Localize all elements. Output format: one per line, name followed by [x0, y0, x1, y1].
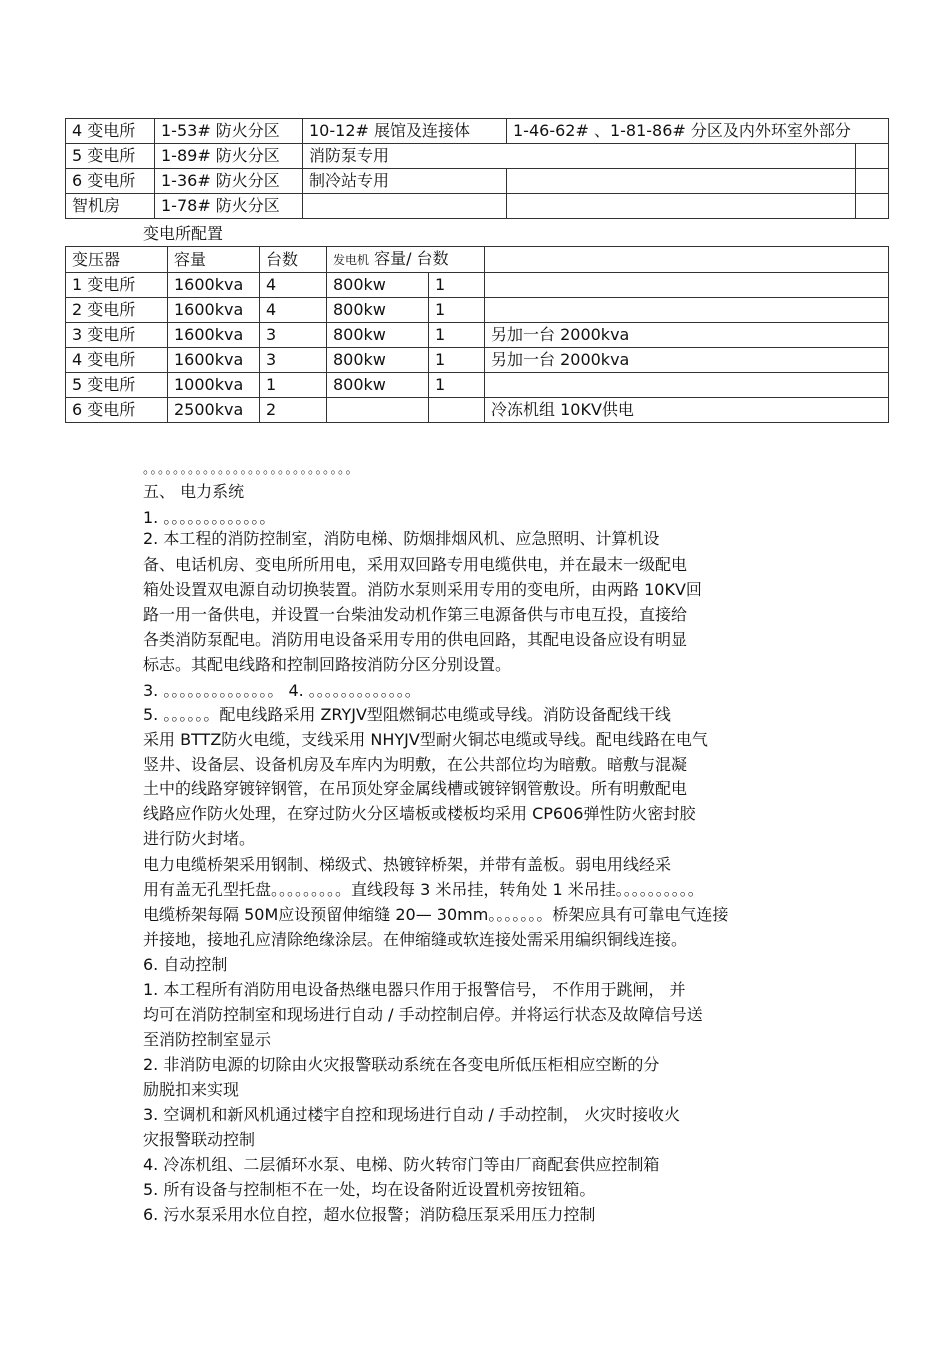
- table-cell: 1-78# 防火分区: [155, 194, 303, 219]
- table-cell: 1-46-62# 、1-81-86# 分区及内外环室外部分: [507, 119, 889, 144]
- table-row: [66, 273, 889, 298]
- body-text-line: 竖井、设备层、设备机房及车库内为明敷，在公共部位均为暗敷。暗敷与混凝: [143, 755, 688, 774]
- table-cell: 800kw: [327, 298, 429, 323]
- table-row: [66, 398, 889, 423]
- table-cell: 1000kva: [168, 373, 260, 398]
- table-cell: 10-12# 展馆及连接体: [303, 119, 507, 144]
- body-text-line: 电缆桥架每隔 50M应设预留伸缩缝 20— 30mm。。。。。。。桥架应具有可靠电气连接: [143, 905, 729, 924]
- table-cell: 800kw: [327, 273, 429, 298]
- table-row: [66, 119, 889, 144]
- table-cell: [485, 298, 889, 323]
- table-cell: 2 变电所: [66, 298, 168, 323]
- table-cell: [485, 273, 889, 298]
- body-text-line: 4. 冷冻机组、二层循环水泵、电梯、防火转帘门等由厂商配套供应控制箱: [143, 1155, 660, 1174]
- body-text-line: 6. 污水泵采用水位自控，超水位报警；消防稳压泵采用压力控制: [143, 1205, 596, 1224]
- body-text-line: 2. 本工程的消防控制室，消防电梯、防烟排烟风机、应急照明、计算机设: [143, 529, 660, 548]
- table-cell: [507, 194, 856, 219]
- table-cell: 1: [429, 373, 485, 398]
- table-cell: 6 变电所: [66, 169, 155, 194]
- table-cell: 消防泵专用: [303, 144, 856, 169]
- table-row: [66, 323, 889, 348]
- table-header-cell: [485, 247, 889, 273]
- table-cell: 1-89# 防火分区: [155, 144, 303, 169]
- table-cell: 冷冻机组 10KV供电: [485, 398, 889, 423]
- body-text-line: 5. 所有设备与控制柜不在一处，均在设备附近设置机旁按钮箱。: [143, 1180, 596, 1199]
- table-row: [66, 348, 889, 373]
- body-text-line: 各类消防泵配电。消防用电设备采用专用的供电回路，其配电设备应设有明显: [143, 630, 688, 649]
- body-text-line: 灾报警联动控制: [143, 1130, 256, 1149]
- body-text-line: 电力电缆桥架采用钢制、梯级式、热镀锌桥架，并带有盖板。弱电用线经采: [143, 855, 672, 874]
- body-text-line: 箱处设置双电源自动切换装置。消防水泵则采用专用的变电所，由两路 10KV回: [143, 580, 702, 599]
- table-cell: 5 变电所: [66, 373, 168, 398]
- substation-config-table: [65, 246, 889, 423]
- table-cell: 1-36# 防火分区: [155, 169, 303, 194]
- table-cell: 6 变电所: [66, 398, 168, 423]
- table-cell: 4 变电所: [66, 119, 155, 144]
- table-header-cell: 变压器: [66, 247, 168, 273]
- body-text-line: 5. 。。。。。。配电线路采用 ZRYJV型阻燃铜芯电缆或导线。消防设备配线干线: [143, 705, 671, 724]
- table-cell: 制冷站专用: [303, 169, 507, 194]
- table-row: [66, 144, 889, 169]
- body-text-line: 线路应作防火处理，在穿过防火分区墙板或楼板均采用 CP606弹性防火密封胶: [143, 804, 696, 823]
- table-row: [66, 194, 889, 219]
- table-row: [66, 169, 889, 194]
- table-cell: 1600kva: [168, 348, 260, 373]
- body-text-line: 1. 本工程所有消防用电设备热继电器只作用于报警信号， 不作用于跳闸， 并: [143, 980, 686, 999]
- body-text-line: 备、电话机房、变电所所用电，采用双回路专用电缆供电，并在最末一级配电: [143, 555, 688, 574]
- table-cell: 1: [429, 298, 485, 323]
- table-cell: 800kw: [327, 323, 429, 348]
- dot-leader-line: 。。。。。。。。。。。。。。。。。。。。。。。。。。。。: [143, 462, 360, 477]
- table-cell: 4: [260, 298, 327, 323]
- table-cell: 3: [260, 348, 327, 373]
- table-header-cell: [327, 247, 485, 273]
- table-cell: 1600kva: [168, 273, 260, 298]
- body-text-line: 采用 BTTZ防火电缆，支线采用 NHYJV型耐火铜芯电缆或导线。配电线路在电气: [143, 730, 708, 749]
- table-cell: [856, 194, 889, 219]
- table-cell: 1: [260, 373, 327, 398]
- body-text-line: 2. 非消防电源的切除由火灾报警联动系统在各变电所低压柜相应空断的分: [143, 1055, 660, 1074]
- table-cell: 1: [429, 348, 485, 373]
- table-cell: [485, 373, 889, 398]
- table-cell: [327, 398, 429, 423]
- body-text-line: 路一用一备供电，并设置一台柴油发动机作第三电源备供与市电互投，直接给: [143, 605, 688, 624]
- body-text-line: 土中的线路穿镀锌钢管，在吊顶处穿金属线槽或镀锌钢管敷设。所有明敷配电: [143, 779, 688, 798]
- table-cell: 800kw: [327, 348, 429, 373]
- table-cell: 另加一台 2000kva: [485, 323, 889, 348]
- table-cell: 1: [429, 273, 485, 298]
- table-cell: [856, 144, 889, 169]
- body-text-line: 3. 空调机和新风机通过楼宇自控和现场进行自动 / 手动控制， 火灾时接收火: [143, 1105, 681, 1124]
- table-cell: 2500kva: [168, 398, 260, 423]
- fire-zone-table: [65, 118, 889, 219]
- table-cell: 3 变电所: [66, 323, 168, 348]
- table-cell: 另加一台 2000kva: [485, 348, 889, 373]
- generator-label: 发电机: [333, 253, 370, 267]
- table-cell: 3: [260, 323, 327, 348]
- body-text-line: 1. 。。。。。。。。。。。。。: [143, 508, 276, 527]
- table-row: [66, 373, 889, 398]
- body-text-line: 励脱扣来实现: [143, 1080, 240, 1099]
- subsection-heading: 6. 自动控制: [143, 955, 228, 974]
- body-text-line: 标志。其配电线路和控制回路按消防分区分别设置。: [143, 655, 512, 674]
- table-cell: 800kw: [327, 373, 429, 398]
- table-caption: 变电所配置: [143, 224, 224, 243]
- table-header-cell: 容量: [168, 247, 260, 273]
- body-text-line: 并接地，接地孔应清除绝缘涂层。在伸缩缝或软连接处需采用编织铜线连接。: [143, 930, 688, 949]
- table-cell: [856, 169, 889, 194]
- table-cell: 4: [260, 273, 327, 298]
- table-cell: 1600kva: [168, 298, 260, 323]
- section-heading: 五、 电力系统: [143, 482, 245, 501]
- capacity-count-label: 容量/ 台数: [374, 249, 449, 268]
- table-cell: 1: [429, 323, 485, 348]
- table-cell: 1600kva: [168, 323, 260, 348]
- table-cell: [507, 169, 856, 194]
- table-cell: 1-53# 防火分区: [155, 119, 303, 144]
- table-cell: 2: [260, 398, 327, 423]
- table-cell: [303, 194, 507, 219]
- body-text-line: 用有盖无孔型托盘。。。。。。。。。直线段每 3 米吊挂，转角处 1 米吊挂。。。。。。。。。。: [143, 880, 704, 899]
- body-text-line: 至消防控制室显示: [143, 1030, 272, 1049]
- table-cell: 智机房: [66, 194, 155, 219]
- table-header-cell: 台数: [260, 247, 327, 273]
- body-text-line: 均可在消防控制室和现场进行自动 / 手动控制启停。并将运行状态及故障信号送: [143, 1005, 703, 1024]
- table-row: [66, 298, 889, 323]
- table-cell: 5 变电所: [66, 144, 155, 169]
- table-cell: 1 变电所: [66, 273, 168, 298]
- body-text-line: 3. 。。。。。。。。。。。。。。 4. 。。。。。。。。。。。。。: [143, 681, 421, 700]
- body-text-line: 进行防火封堵。: [143, 829, 256, 848]
- table-cell: 4 变电所: [66, 348, 168, 373]
- table-header-row: [66, 247, 889, 273]
- table-cell: [429, 398, 485, 423]
